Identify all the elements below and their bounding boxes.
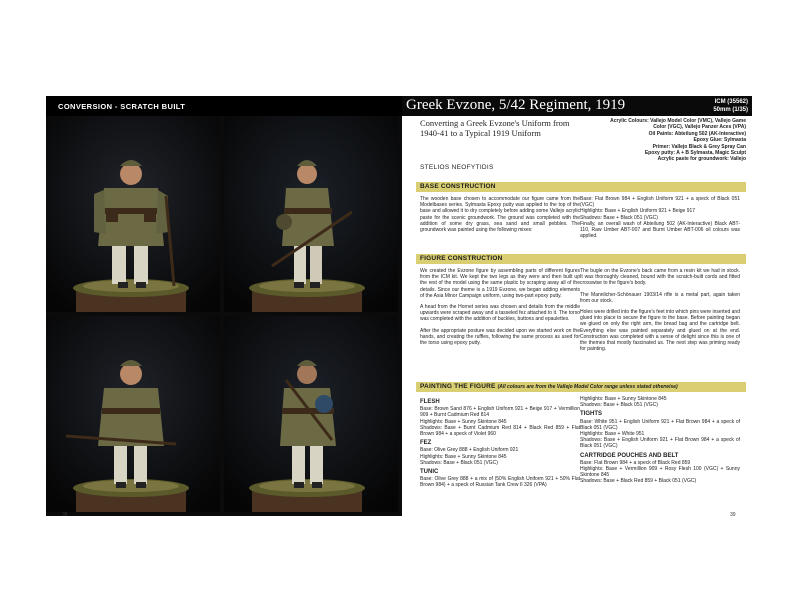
paint-line: Base: Flat Brown 984 + a speck of Black Red 859 (580, 459, 691, 466)
kit-code: ICM (35562) (714, 99, 748, 105)
paints-line: Acrylic Colours: Vallejo Model Color (VMC), Vallejo Game (610, 118, 746, 124)
paints-line: Acrylic paste for groundwork: Vallejo (657, 156, 746, 163)
paragraph: The wooden base chosen to accommodate our figure came from the Modelbases series. Sylmasta Epoxy putty was applied to the top of the base and allowed it to dry completely before adding some Vallejo acrylic paste for the scenic groundwork. The ground was completed with the addition of some dry grass, sea sand and small pebbles. The groundwork was painted using the following mixes: (420, 196, 580, 234)
painting-heading: PAINTING THE FIGURE (420, 383, 496, 390)
paints-line: Epoxy Glue: Sylmasta (693, 137, 746, 144)
paint-line: Highlights: Base + Sunny Skintone 845 (420, 418, 507, 425)
section-heading-text: FIGURE CONSTRUCTION (420, 255, 503, 262)
paragraph: We created the Evzone figure by assembling parts of different figures from the ICM kit. We kept the two legs as they were and then built up the rest of the model using the same plastic by scraping away all of the details. Since our theme is a 1919 Evzone, we began adding elements of the Asia Minor Campaign uniform, using two-part epoxy putty. (420, 268, 580, 299)
paint-line: Highlights: Base + English Uniform 921 + Beige 917 (580, 208, 696, 215)
right-page (402, 96, 752, 516)
figure-text-col1 (420, 268, 580, 351)
figure-photo-front (46, 116, 220, 312)
paragraph: A head from the Hornet series was chosen and details from the middle upwards were scraped away and a tasseled fez attached to it. The torso was completed with the addition of buckles, buttons and epaulettes. (420, 304, 580, 323)
page-number-left: 38 (62, 512, 68, 518)
paints-line: Color (VGC), Vallejo Panzer Aces (VPA) (653, 124, 746, 131)
section-heading-painting (416, 382, 746, 392)
left-page-header (46, 96, 402, 116)
section-heading-text: BASE CONSTRUCTION (420, 183, 496, 190)
base-text-col2 (580, 196, 740, 239)
title-bar (402, 96, 752, 116)
base-text-col1 (420, 196, 580, 238)
kit-scale: 50mm (1/35) (713, 107, 748, 113)
section-heading-base (416, 182, 746, 192)
author-name: STELIOS NEOFYTIDIS (420, 164, 494, 171)
paint-line: Base: Brown Sand 876 + English Uniform 921 + Beige 917 + Vermillion 909 + Burnt Cadmium Red 814 (420, 406, 580, 419)
paint-line: Highlights: Base + Sunny Skintone 845 (580, 396, 667, 402)
painting-text-col2 (580, 396, 740, 485)
paint-line: Shadows: Base + Black Red 859 + Black 051 (VGC) (580, 478, 697, 485)
paints-line: Oil Paints: Abteilung 502 (AK-Interactive) (648, 130, 746, 137)
paragraph: The Mannlicher-Schönauer 1903/14 rifle is a metal part, again taken from our stock. (580, 291, 740, 304)
paint-group-title: TUNIC (420, 469, 439, 476)
page-number-right: 39 (730, 512, 736, 518)
paint-group-title: TIGHTS (580, 411, 602, 418)
paint-line: Shadows: Base + Black 051 (VGC) (420, 459, 498, 466)
article-subtitle: Converting a Greek Evzone's Uniform from 1940-41 to a Typical 1919 Uniform (420, 118, 570, 138)
paint-line: Base: Flat Brown 984 + English Uniform 921 + a speck of Black 051 (VGC) (580, 196, 740, 209)
paragraph: Holes were drilled into the figure's feet into which pins were inserted and glued into place to secure the figure to the base. Before painting began we glued on only the right arm, the bread bag and the cartridge belt. Everything else was painted separately and glued on at the end. Construction was completed with a sense of delight since this is one of the themes that mostly fascinated us. The next step was priming ready for painting. (580, 309, 740, 353)
paint-line: Shadows: Base + Black 051 (VGC) (580, 214, 658, 221)
kit-info (713, 98, 748, 114)
painting-text-col1 (420, 396, 580, 489)
paints-list (581, 118, 746, 163)
section-heading-text (420, 383, 678, 390)
paint-line: Shadows: Base + Burnt Cadmium Red 814 + Black Red 859 + Flat Brown 984 + a speck of Violet 960 (420, 424, 580, 438)
paint-line: Shadows: Base + Black 051 (VGC) (580, 402, 658, 409)
paints-line: Primer: Vallejo Black & Grey Spray Can (652, 143, 746, 150)
paragraph: After the appropriate posture was decided upon we started work on the hands, and creating the ruffles, following the same process as used for the torso using epoxy putty. (420, 327, 580, 347)
paint-line: Finally, an overall wash of Abteilung 502 (AK-Interactive) Black ABT-110, Raw Umber ABT-007 and Burnt Umber ABT-006 oil colours was applied. (580, 220, 740, 240)
paint-line: Highlights: Base + White 951 (580, 431, 645, 438)
paragraph: The bugle on the Evzone's back came from a resin kit we had in stock. It was thoroughly cleaned, bound with the scratch-built cords and fitted crosswise to the figure's body. (580, 268, 740, 287)
left-page (46, 96, 402, 516)
magazine-spread (46, 96, 752, 516)
paint-group-title: FLESH (420, 399, 440, 405)
figure-photo-three-quarter (46, 316, 220, 512)
paint-line: Highlights: Base + Sunny Skintone 845 (420, 453, 507, 460)
figure-text-col2 (580, 268, 740, 357)
paint-group-title: CARTRIDGE POUCHES AND BELT (580, 452, 679, 459)
paint-line: Highlights: Base + Vermillion 909 + Rosy Flesh 100 (VGC) + Sunny Skintone 845 (580, 466, 740, 479)
section-heading-figure (416, 254, 746, 264)
figure-photo-back (224, 316, 398, 512)
paint-line: Shadows: Base + English Uniform 921 + Flat Brown 984 + a speck of Black 051 (VGC) (580, 437, 740, 450)
paints-line: Epoxy putty: A + B Sylmasta, Magic Sculpt (644, 150, 746, 157)
figure-photo-side-right (224, 116, 398, 312)
paint-line: Base: Olive Grey 888 + a mix of (50% English Uniform 921 + 50% Flat Brown 984) + a speck of Russian Tank Crew II 326 (VPA) (420, 476, 580, 489)
paint-line: Base: Olive Grey 888 + English Uniform 921 (420, 447, 519, 454)
paint-line: Base: White 951 + English Uniform 921 + Flat Brown 984 + a speck of Black 051 (VGC) (580, 418, 740, 431)
section-label: CONVERSION - SCRATCH BUILT (58, 102, 186, 111)
painting-note: (All colours are from the Vallejo Model Color range unless stated otherwise) (497, 384, 678, 390)
article-title: Greek Evzone, 5/42 Regiment, 1919 (406, 97, 626, 113)
paint-group-title: FEZ (420, 440, 432, 447)
